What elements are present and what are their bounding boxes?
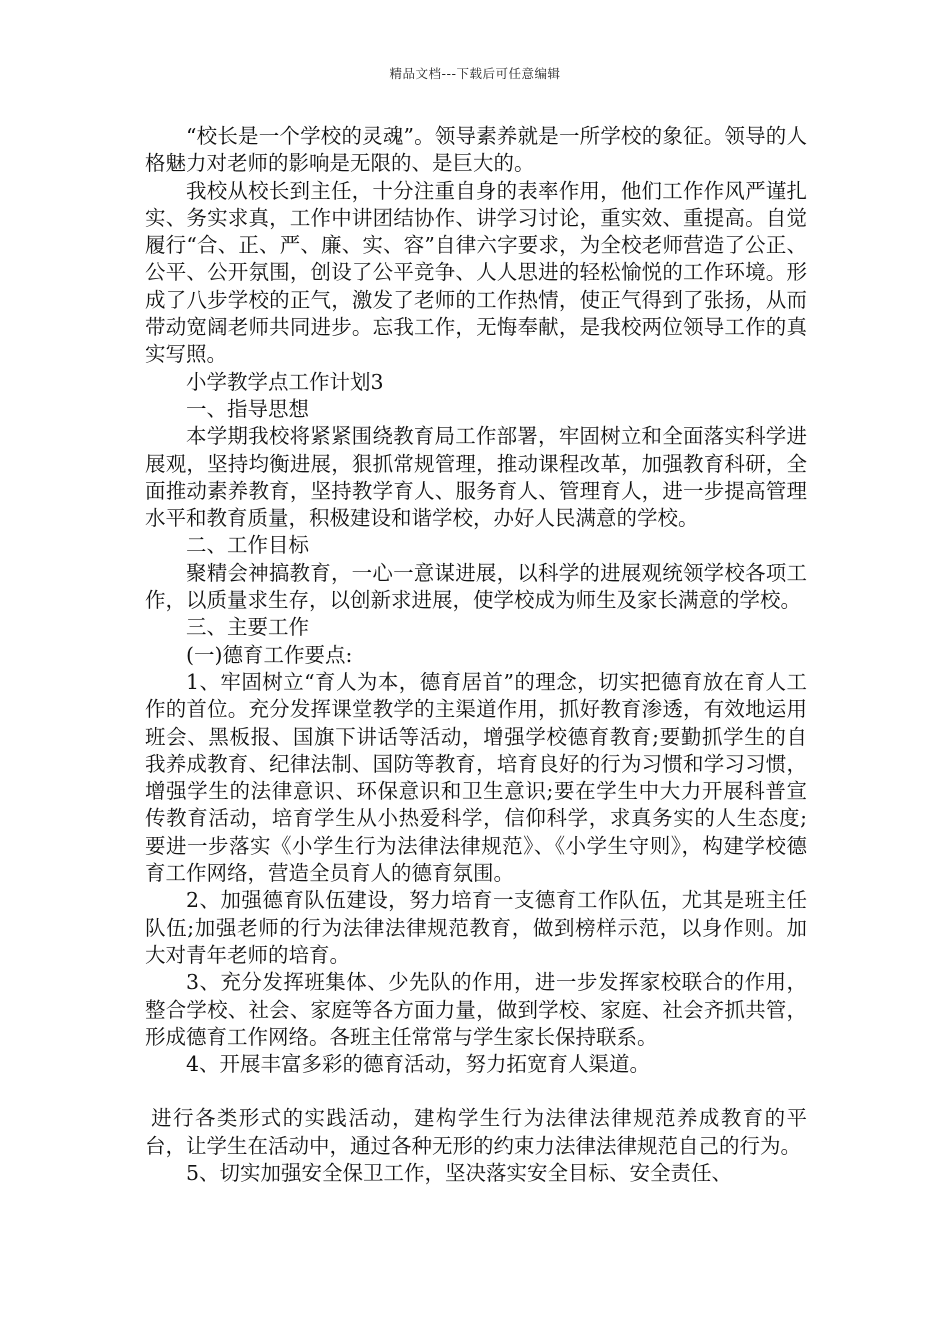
paragraph: 本学期我校将紧紧围绕教育局工作部署，牢固树立和全面落实科学进展观，坚持均衡进展，狠抓常规管理，推动课程改革，加强教育科研，全面推动素养教育，坚持教学育人、服务育人、管理育人，进一步提高管理水平和教育质量，积极建设和谐学校，办好人民满意的学校。 [145,424,807,531]
heading: 三、主要工作 [186,615,309,640]
paragraph: “校长是一个学校的灵魂”。领导素养就是一所学校的象征。领导的人格魅力对老师的影响是无限的、是巨大的。 [145,124,807,176]
paragraph: 聚精会神搞教育，一心一意谋进展，以科学的进展观统领学校各项工作，以质量求生存，以创新求进展，使学校成为师生及家长满意的学校。 [145,560,807,613]
paragraph: 进行各类形式的实践活动，建构学生行为法律法律规范养成教育的平台，让学生在活动中，通过各种无形的约束力法律法律规范自己的行为。 [145,1106,807,1158]
heading: 二、工作目标 [186,533,309,558]
paragraph: 我校从校长到主任，十分注重自身的表率作用，他们工作作风严谨扎实、务实求真，工作中讲团结协作、讲学习讨论，重实效、重提高。自觉履行“合、正、严、廉、实、容”自律六字要求，为全校老师营造了公正、公平、公开氛围，创设了公平竞争、人人思进的轻松愉悦的工作环境。形成了八步学校的正气，激发了老师的工作热情，使正气得到了张扬，从而带动宽阔老师共同进步。忘我工作，无悔奉献，是我校两位领导工作的真实写照。 [145,178,807,367]
spacer [145,1078,807,1105]
section-title: 小学教学点工作计划3 [186,369,384,394]
page-header: 精品文档---下载后可任意编辑 [389,66,561,81]
document-body [145,123,807,1187]
paragraph: 4、开展丰富多彩的德育活动，努力拓宽育人渠道。 [186,1052,651,1077]
paragraph: 5、切实加强安全保卫工作，坚决落实安全目标、安全责任、 [186,1160,733,1185]
heading: 一、指导思想 [186,396,309,421]
paragraph: 3、充分发挥班集体、少先队的作用，进一步发挥家校联合的作用，整合学校、社会、家庭等各方面力量，做到学校、家庭、社会齐抓共管，形成德育工作网络。各班主任常常与学生家长保持联系。 [145,970,807,1049]
paragraph: 2、加强德育队伍建设，努力培育一支德育工作队伍，尤其是班主任队伍;加强老师的行为法律法律规范教育，做到榜样示范，以身作则。加大对青年老师的培育。 [145,888,807,967]
paragraph: 1、牢固树立“育人为本，德育居首”的理念，切实把德育放在育人工作的首位。充分发挥课堂教学的主渠道作用，抓好教育渗透，有效地运用班会、黑板报、国旗下讲话等活动，增强学校德育教育;要勤抓学生的自我养成教育、纪律法制、国防等教育，培育良好的行为习惯和学习习惯，增强学生的法律意识、环保意识和卫生意识;要在学生中大力开展科普宣传教育活动，培育学生从小热爱科学，信仰科学，求真务实的人生态度;要进一步落实《小学生行为法律法律规范》、《小学生守则》，构建学校德育工作网络，营造全员育人的德育氛围。 [145,669,807,886]
subheading: (一)德育工作要点: [186,642,353,667]
